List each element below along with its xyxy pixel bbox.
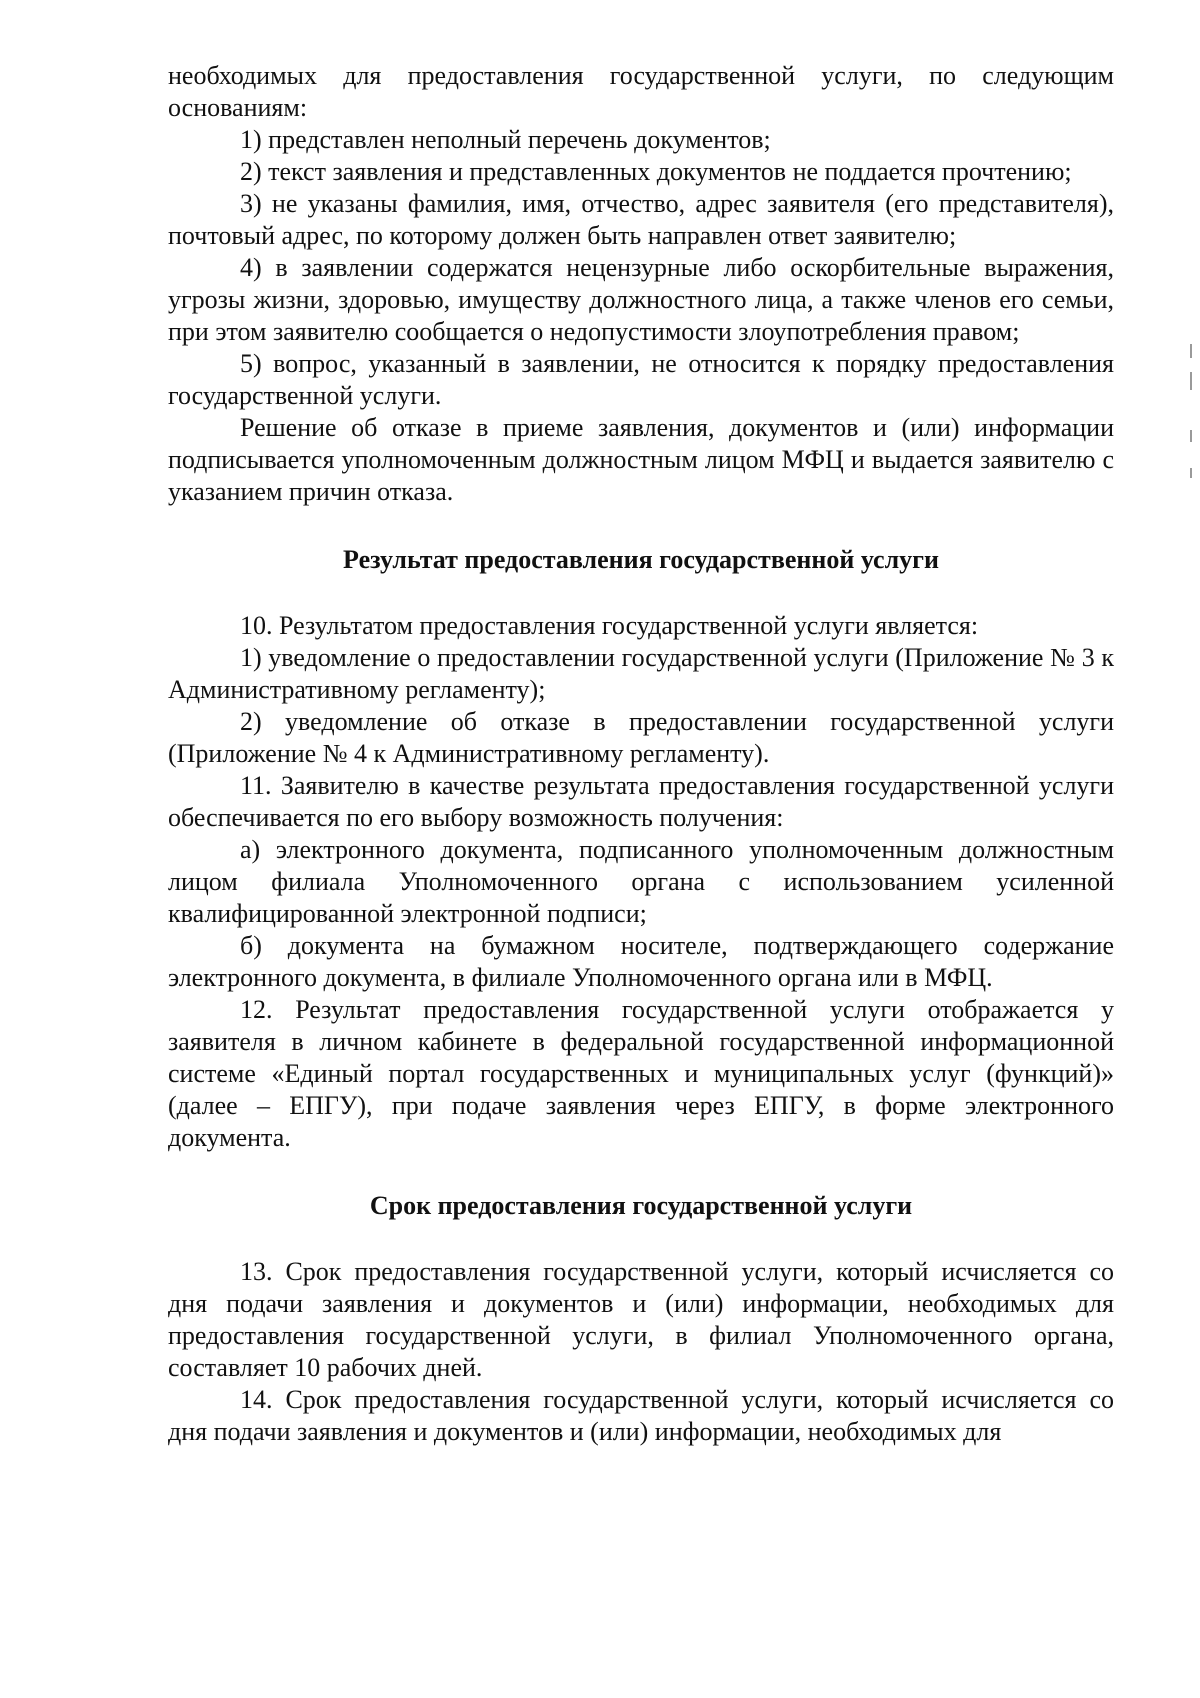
paragraph: 3) не указаны фамилия, имя, отчество, адрес заявителя (его представителя), почтовый адрес, по которому должен быть направлен ответ заявителю; [168, 189, 1114, 250]
scan-mark [1190, 372, 1192, 390]
paragraph: 11. Заявителю в качестве результата предоставления государственной услуги обеспечивается по его выбору возможность получения: [168, 771, 1114, 832]
paragraph: 10. Результатом предоставления государственной услуги является: [240, 611, 979, 640]
paragraph: 1) представлен неполный перечень документов; [240, 125, 771, 154]
paragraph: 12. Результат предоставления государственной услуги отображается у заявителя в личном кабинете в федеральной государственной информационной системе «Единый портал государственных и муниципальных услуг (функций)» (далее – ЕПГУ), при подаче заявления через ЕПГУ, в форме электронного документа. [168, 995, 1114, 1152]
spacer [168, 576, 1114, 610]
paragraph: 13. Срок предоставления государственной услуги, который исчисляется со дня подачи заявления и документов и (или) информации, необходимых для предоставления государственной услуги, в филиал Уполномоченного органа, составляет 10 рабочих дней. [168, 1257, 1114, 1382]
paragraph: 5) вопрос, указанный в заявлении, не относится к порядку предоставления государственной услуги. [168, 349, 1114, 410]
section-heading-result: Результат предоставления государственной услуги [343, 545, 939, 574]
paragraph: необходимых для предоставления государственной услуги, по следующим основаниям: [168, 61, 1114, 122]
paragraph: 4) в заявлении содержатся нецензурные либо оскорбительные выражения, угрозы жизни, здоровью, имуществу должностного лица, а также членов его семьи, при этом заявителю сообщается о недопустимости злоупотребления правом; [168, 253, 1114, 346]
spacer [168, 1154, 1114, 1190]
paragraph: 2) уведомление об отказе в предоставлении государственной услуги (Приложение № 4 к Административному регламенту). [168, 707, 1114, 768]
scan-mark [1190, 430, 1192, 442]
spacer [168, 508, 1114, 544]
paragraph: а) электронного документа, подписанного уполномоченным должностным лицом филиала Уполномоченного органа с использованием усиленной квалифицированной электронной подписи; [168, 835, 1114, 928]
paragraph: 1) уведомление о предоставлении государственной услуги (Приложение № 3 к Административному регламенту); [168, 643, 1114, 704]
result-section [168, 610, 1114, 1154]
spacer [168, 1222, 1114, 1256]
scan-edge-marks [1180, 0, 1200, 1698]
paragraph: 2) текст заявления и представленных документов не поддается прочтению; [240, 157, 1072, 186]
document-body [168, 60, 1114, 1448]
paragraph: 14. Срок предоставления государственной услуги, который исчисляется со дня подачи заявления и документов и (или) информации, необходимых для [168, 1385, 1114, 1446]
scan-mark [1190, 468, 1192, 478]
grounds-section [168, 60, 1114, 508]
paragraph: б) документа на бумажном носителе, подтверждающего содержание электронного документа, в филиале Уполномоченного органа или в МФЦ. [168, 931, 1114, 992]
section-heading-term: Срок предоставления государственной услуги [369, 1191, 913, 1220]
term-section [168, 1256, 1114, 1448]
scan-mark [1190, 344, 1192, 358]
paragraph: Решение об отказе в приеме заявления, документов и (или) информации подписывается уполномоченным должностным лицом МФЦ и выдается заявителю с указанием причин отказа. [168, 413, 1114, 506]
